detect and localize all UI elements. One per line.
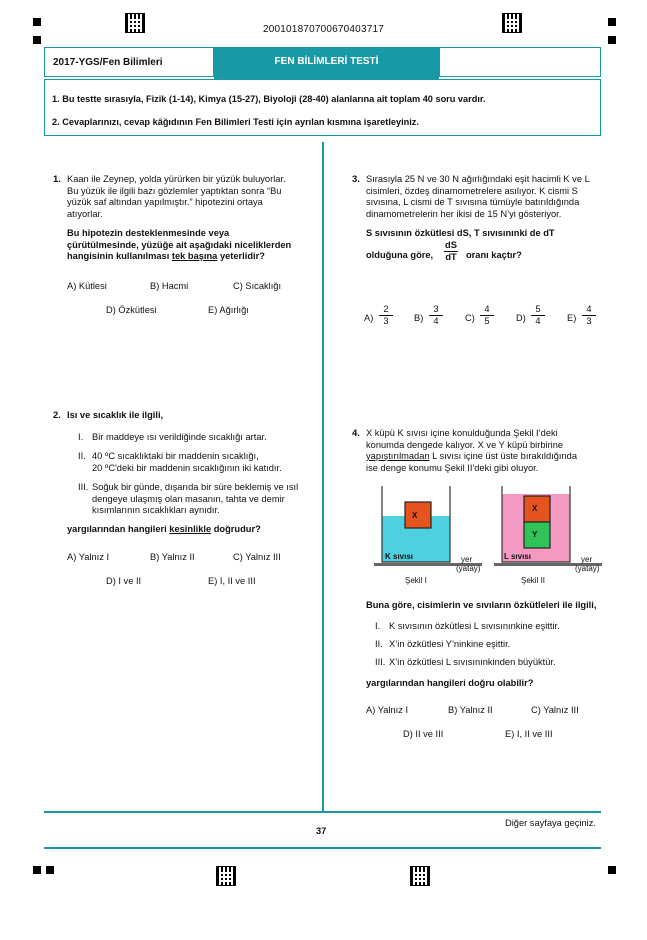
question-2-question: yargılarından hangileri kesinlikle doğrudur? xyxy=(67,524,261,534)
q2-statement-2-num: II. xyxy=(78,451,86,461)
q1-option-b[interactable]: B) Hacmi xyxy=(150,281,189,291)
q2-statement-1: Bir maddeye ısı verildiğinde sıcaklığı artar. xyxy=(92,432,267,442)
question-1-number: 1. xyxy=(53,174,61,185)
fig2-ground-label-2: (yatay) xyxy=(575,564,600,573)
q1-option-a[interactable]: A) Kütlesi xyxy=(67,281,107,291)
q3-option-a-fraction[interactable]: $\frac{2}{3}$ xyxy=(379,304,393,327)
q1-option-e[interactable]: E) Ağırlığı xyxy=(208,305,249,315)
q1-option-d[interactable]: D) Özkütlesi xyxy=(106,305,157,315)
fig1-liquid-label: K sıvısı xyxy=(385,552,414,561)
registration-mark xyxy=(608,866,616,874)
fig2-caption: Şekil II xyxy=(521,576,546,585)
q3-option-e-label[interactable]: E) xyxy=(567,313,577,323)
q4-statement-3: X’in özkütlesi L sıvısınınkinden büyüktür. xyxy=(389,657,556,667)
q2-statement-3-num: III. xyxy=(78,482,89,492)
question-3-stem-2a: olduğuna göre, xyxy=(366,250,434,260)
q4-statement-3-num: III. xyxy=(375,657,386,667)
test-header xyxy=(44,47,601,79)
q3-option-b-label[interactable]: B) xyxy=(414,313,424,323)
footer-divider xyxy=(44,811,601,813)
q4-option-a[interactable]: A) Yalnız I xyxy=(366,705,409,715)
column-divider xyxy=(322,142,324,811)
fig2-cube-y-label: Y xyxy=(532,530,538,539)
registration-mark xyxy=(33,36,41,44)
q3-option-c-fraction[interactable]: $\frac{4}{5}$ xyxy=(480,304,494,327)
registration-mark xyxy=(46,866,54,874)
q2-option-a[interactable]: A) Yalnız I xyxy=(67,552,110,562)
q2-option-d[interactable]: D) I ve II xyxy=(106,576,142,586)
exam-name: 2017-YGS/Fen Bilimleri xyxy=(44,47,214,77)
qr-code-icon xyxy=(216,866,236,886)
question-1-stem: Bu hipotezin desteklenmesinde veya çürütülmesinde, yüzüğe ait aşağıdaki niceliklerden hangisinin kullanılması tek başına yeterlidir? xyxy=(67,228,292,261)
question-2-number: 2. xyxy=(53,410,61,421)
qr-code-icon xyxy=(410,866,430,886)
fig2-liquid-label: L sıvısı xyxy=(504,552,531,561)
q2-statement-2: 40 ºC sıcaklıktaki bir maddenin sıcaklığı, 20 ºC'deki bir maddenin sıcaklığının iki katıdır. xyxy=(92,451,282,473)
q3-option-d-fraction[interactable]: $\frac{5}{4}$ xyxy=(531,304,545,327)
question-3-stem-2b: oranı kaçtır? xyxy=(466,250,522,260)
ratio-fraction: $\frac{dS}{dT}$ xyxy=(445,240,457,262)
fig1-caption: Şekil I xyxy=(405,576,427,585)
fig2-cube-x-label: X xyxy=(532,504,538,513)
q2-option-c[interactable]: C) Yalnız III xyxy=(233,552,281,562)
q2-option-b[interactable]: B) Yalnız II xyxy=(150,552,195,562)
page-number: 37 xyxy=(316,826,327,836)
q4-statement-1: K sıvısının özkütlesi L sıvısınınkine eşittir. xyxy=(389,621,560,631)
q3-option-e-fraction[interactable]: $\frac{4}{3}$ xyxy=(582,304,596,327)
barcode-number: 200101870700670403717 xyxy=(263,24,384,35)
header-blank-box xyxy=(439,47,601,77)
instruction-2: 2. Cevaplarınızı, cevap kâğıdının Fen Bilimleri Testi için ayrılan kısmına işaretleyiniz. xyxy=(52,117,419,127)
question-3-stem-1: S sıvısının özkütlesi dS, T sıvısınınki de dT xyxy=(366,228,555,238)
instructions-box xyxy=(44,79,601,136)
q3-option-d-label[interactable]: D) xyxy=(516,313,526,323)
question-4-stem: Buna göre, cisimlerin ve sıvıların özkütleleri ile ilgili, xyxy=(366,600,597,610)
fig1-cube-label: X xyxy=(412,511,418,520)
question-4-question: yargılarından hangileri doğru olabilir? xyxy=(366,678,534,688)
q1-option-c[interactable]: C) Sıcaklığı xyxy=(233,281,282,291)
q2-option-e[interactable]: E) I, II ve III xyxy=(208,576,256,586)
question-3-text: Sırasıyla 25 N ve 30 N ağırlığındaki eşit hacimli K ve L cisimleri, özdeş dinamometrelere asılıyor. K cismi S sıvısına, L cismi de T sıvısına tümüyle batırıldığında dinamometrelerin her ikisi de 15 N’yi gösteriyor. xyxy=(366,174,590,219)
question-4-text: X küpü K sıvısı içine konulduğunda Şekil I’deki konumda dengede kalıyor. X ve Y küpü birbirine yapıştırılmadan L sıvısı içine üst üste bırakıldığında ise denge konumu Şekil II'deki gibi oluyor. xyxy=(366,428,578,473)
q3-option-a-label[interactable]: A) xyxy=(364,313,374,323)
fig1-cube-x xyxy=(405,502,431,528)
q4-option-d[interactable]: D) II ve III xyxy=(403,729,444,739)
q2-statement-3: Soğuk bir günde, dışarıda bir süre beklemiş ve ısıl dengeye ulaşmış olan masanın, tahta ve demir kısımlarının sıcaklıkları aynıdır. xyxy=(92,482,299,515)
question-3-number: 3. xyxy=(352,174,360,185)
q4-statement-2: X’in özkütlesi Y’ninkine eşittir. xyxy=(389,639,511,649)
q4-statement-2-num: II. xyxy=(375,639,383,649)
test-title: FEN BİLİMLERİ TESTİ xyxy=(214,47,439,79)
q3-option-c-label[interactable]: C) xyxy=(465,313,475,323)
question-2-stem: Isı ve sıcaklık ile ilgili, xyxy=(67,410,164,420)
question-4-number: 4. xyxy=(352,428,360,439)
registration-mark xyxy=(608,36,616,44)
q3-option-b-fraction[interactable]: $\frac{3}{4}$ xyxy=(429,304,443,327)
question-1-text: Kaan ile Zeynep, yolda yürürken bir yüzük buluyorlar. Bu yüzük ile ilgili bazı gözlemler yaptıktan sonra “Bu yüzük saf altından yapılmıştır.” hipotezini ortaya atıyorlar. xyxy=(67,174,286,219)
fig1-ground-label-2: (yatay) xyxy=(456,564,481,573)
q4-option-c[interactable]: C) Yalnız III xyxy=(531,705,579,715)
q4-option-b[interactable]: B) Yalnız II xyxy=(448,705,493,715)
footer-bottom-divider xyxy=(44,847,601,849)
registration-mark xyxy=(33,866,41,874)
fig1-ground-label: yer xyxy=(461,555,473,564)
q2-statement-1-num: I. xyxy=(78,432,84,442)
q4-statement-1-num: I. xyxy=(375,621,381,631)
fig2-ground-label: yer xyxy=(581,555,593,564)
instruction-1: 1. Bu testte sırasıyla, Fizik (1-14), Kimya (15-27), Biyoloji (28-40) alanlarına ait toplam 40 soru vardır. xyxy=(52,94,486,104)
next-page-note: Diğer sayfaya geçiniz. xyxy=(505,818,596,828)
q4-option-e[interactable]: E) I, II ve III xyxy=(505,729,553,739)
